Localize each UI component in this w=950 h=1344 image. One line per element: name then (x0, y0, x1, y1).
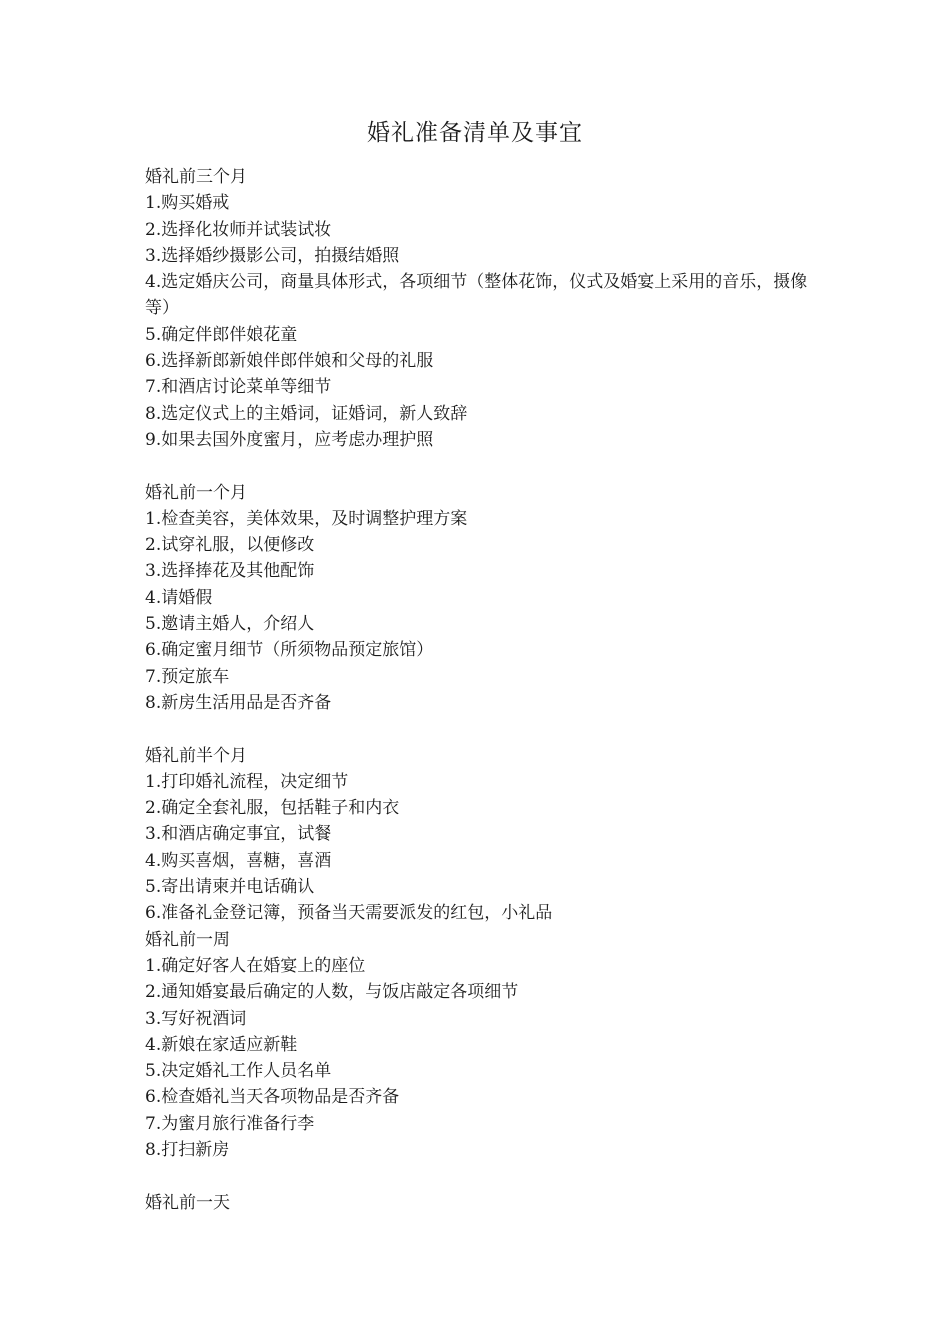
list-item: 8.新房生活用品是否齐备 (145, 692, 332, 713)
list-item: 6.选择新郎新娘伴郎伴娘和父母的礼服 (145, 351, 434, 372)
section-spacer (145, 1163, 813, 1189)
list-item: 7.为蜜月旅行准备行李 (145, 1113, 315, 1134)
list-item: 7.和酒店讨论菜单等细节 (145, 377, 332, 398)
list-item: 8.选定仪式上的主婚词，证婚词，新人致辞 (145, 403, 468, 424)
section-heading: 婚礼前一周 (145, 929, 230, 950)
section-three-months (145, 164, 813, 453)
list-item: 3.选择婚纱摄影公司，拍摄结婚照 (145, 245, 400, 266)
list-item: 4.请婚假 (145, 587, 213, 608)
list-item: 7.预定旅车 (145, 666, 230, 687)
list-item: 2.选择化妆师并试装试妆 (145, 219, 332, 240)
list-item: 6.检查婚礼当天各项物品是否齐备 (145, 1087, 400, 1108)
section-heading: 婚礼前一天 (145, 1192, 230, 1213)
list-item: 6.确定蜜月细节（所须物品预定旅馆） (145, 640, 434, 661)
document-title: 婚礼准备清单及事宜 (367, 120, 583, 146)
list-item: 9.如果去国外度蜜月，应考虑办理护照 (145, 429, 434, 450)
list-item: 4.新娘在家适应新鞋 (145, 1034, 298, 1055)
list-item: 2.试穿礼服，以便修改 (145, 535, 315, 556)
section-heading: 婚礼前三个月 (145, 167, 247, 187)
section-heading: 婚礼前一个月 (145, 482, 247, 503)
list-item: 2.通知婚宴最后确定的人数，与饭店敲定各项细节 (145, 982, 519, 1003)
list-item: 5.邀请主婚人，介绍人 (145, 614, 315, 635)
section-one-day (145, 1190, 813, 1216)
list-item: 1.确定好客人在婚宴上的座位 (145, 955, 366, 976)
list-item: 6.准备礼金登记簿，预备当天需要派发的红包，小礼品 (145, 903, 553, 924)
list-item: 1.购买婚戒 (145, 193, 230, 214)
list-item: 3.选择捧花及其他配饰 (145, 561, 315, 582)
list-item: 4.选定婚庆公司，商量具体形式，各项细节（整体花饰，仪式及婚宴上采用的音乐，摄像等） (145, 272, 808, 319)
list-item: 1.检查美容，美体效果，及时调整护理方案 (145, 508, 468, 529)
list-item: 2.确定全套礼服，包括鞋子和内衣 (145, 798, 400, 819)
section-half-month (145, 743, 813, 927)
list-item: 3.写好祝酒词 (145, 1008, 247, 1029)
list-item: 5.确定伴郎伴娘花童 (145, 324, 298, 345)
list-item: 3.和酒店确定事宜，试餐 (145, 824, 332, 845)
section-spacer (145, 716, 813, 742)
list-item: 5.决定婚礼工作人员名单 (145, 1061, 332, 1082)
document-body (145, 164, 813, 1216)
section-heading: 婚礼前半个月 (145, 745, 247, 766)
section-spacer (145, 453, 813, 479)
list-item: 5.寄出请柬并电话确认 (145, 877, 315, 898)
section-one-week (145, 927, 813, 1164)
list-item: 1.打印婚礼流程，决定细节 (145, 771, 349, 792)
list-item: 8.打扫新房 (145, 1139, 230, 1160)
list-item: 4.购买喜烟，喜糖，喜酒 (145, 850, 332, 871)
section-one-month (145, 480, 813, 717)
